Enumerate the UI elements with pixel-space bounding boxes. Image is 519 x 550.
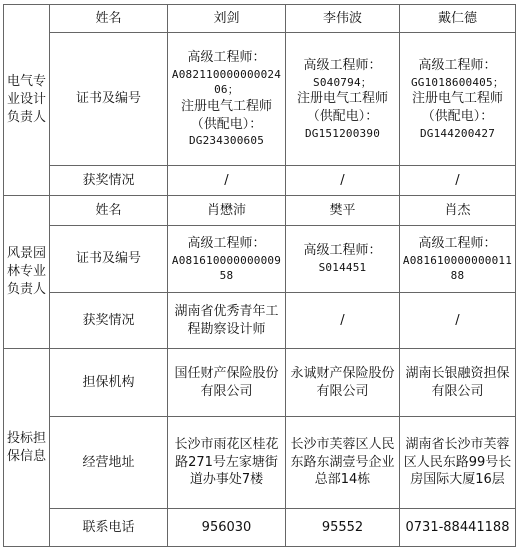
person-name: 肖懋沛	[168, 196, 286, 226]
cert-number: DG144200427	[419, 126, 496, 140]
person-name: 李伟波	[286, 5, 400, 33]
phone-value: 0731-88441188	[400, 509, 516, 547]
cert-title: 高级工程师：	[418, 57, 497, 73]
cert-cell	[286, 226, 400, 293]
cert-number: A08161000000000958	[171, 253, 282, 282]
row-label-award: 获奖情况	[50, 293, 168, 349]
row-label-cert: 证书及编号	[50, 33, 168, 166]
cert-number: S040794；	[313, 75, 372, 89]
person-name: 戴仁德	[400, 5, 516, 33]
person-name: 肖杰	[400, 196, 516, 226]
row-label-addr: 经营地址	[50, 417, 168, 509]
cert-number: GG1018600405；	[410, 75, 505, 89]
award-value: 湖南省优秀青年工程勘察设计师	[168, 293, 286, 349]
cert-number: A08211000000002406；	[171, 68, 282, 97]
cert-number: S014451	[318, 261, 367, 275]
org-value: 国任财产保险股份有限公司	[168, 349, 286, 417]
addr-value: 湖南省长沙市芙蓉区人民东路99号长房国际大厦16层	[400, 417, 516, 509]
award-value: /	[286, 293, 400, 349]
cert-cell	[168, 226, 286, 293]
table-row	[4, 5, 516, 33]
phone-value: 956030	[168, 509, 286, 547]
cert-cell	[400, 33, 516, 166]
section-label-electrical: 电气专业设计负责人	[4, 5, 50, 196]
table-row	[4, 166, 516, 196]
cert-title: 高级工程师：	[187, 50, 266, 66]
award-value: /	[400, 166, 516, 196]
cert-number: DG234300605	[188, 134, 265, 148]
table-row	[4, 293, 516, 349]
cert-number: DG151200390	[304, 126, 381, 140]
cert-title: 注册电气工程师（供配电）：	[296, 91, 388, 124]
section-label-landscape: 风景园林专业负责人	[4, 196, 50, 349]
cert-number: A08161000000001188	[402, 253, 513, 282]
org-value: 永诚财产保险股份有限公司	[286, 349, 400, 417]
phone-value: 95552	[286, 509, 400, 547]
award-value: /	[168, 166, 286, 196]
person-name: 刘剑	[168, 5, 286, 33]
addr-value: 长沙市雨花区桂花路271号左家塘街道办事处7楼	[168, 417, 286, 509]
cert-title: 注册电气工程师（供配电）：	[180, 98, 272, 132]
table-row	[4, 417, 516, 509]
table-row	[4, 226, 516, 293]
table-row	[4, 196, 516, 226]
section-label-guarantee: 投标担保信息	[4, 349, 50, 547]
bid-info-table	[3, 4, 516, 547]
row-label-phone: 联系电话	[50, 509, 168, 547]
row-label-cert: 证书及编号	[50, 226, 168, 293]
cert-cell	[286, 33, 400, 166]
org-value: 湖南长银融资担保有限公司	[400, 349, 516, 417]
addr-value: 长沙市芙蓉区人民东路东湖壹号企业总部14栋	[286, 417, 400, 509]
table-row	[4, 509, 516, 547]
cert-title: 高级工程师：	[303, 57, 382, 73]
cert-title: 高级工程师：	[418, 235, 497, 251]
row-label-award: 获奖情况	[50, 166, 168, 196]
cert-title: 注册电气工程师（供配电）：	[411, 91, 503, 124]
cert-title: 高级工程师：	[303, 243, 382, 259]
row-label-name: 姓名	[50, 196, 168, 226]
cert-cell	[400, 226, 516, 293]
cert-cell	[168, 33, 286, 166]
award-value: /	[286, 166, 400, 196]
row-label-name: 姓名	[50, 5, 168, 33]
table-row	[4, 33, 516, 166]
award-value: /	[400, 293, 516, 349]
person-name: 樊平	[286, 196, 400, 226]
table-row	[4, 349, 516, 417]
row-label-org: 担保机构	[50, 349, 168, 417]
cert-title: 高级工程师：	[187, 235, 266, 251]
